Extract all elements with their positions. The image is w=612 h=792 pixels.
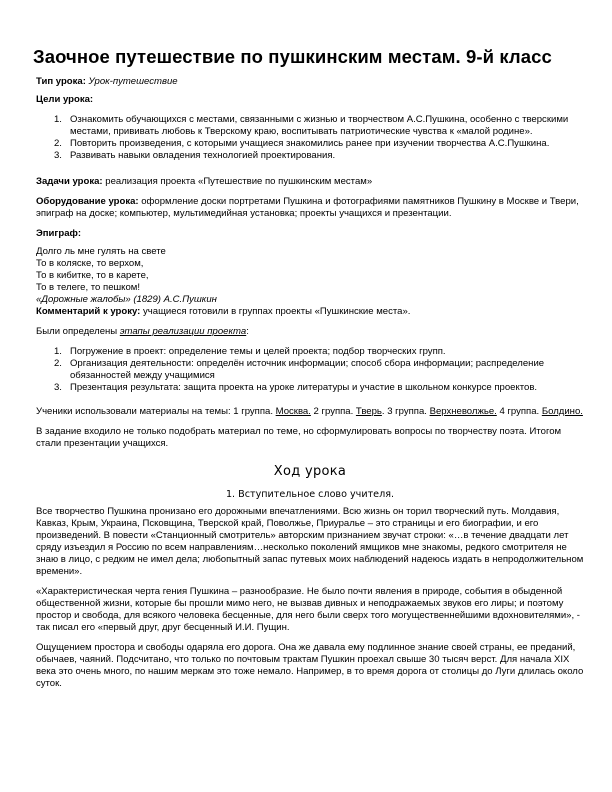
list-item: 3. Презентация результата: защита проекта на уроке литературы и участие в школьном конкурсе проектов. — [54, 382, 538, 393]
equipment-label: Оборудование урока: — [36, 196, 139, 207]
epigraph-poem — [36, 246, 584, 306]
stage-text: Презентация результата: защита проекта на уроке литературы и участие в школьном конкурсе проектов. — [70, 382, 538, 393]
epigraph-source: «Дорожные жалобы» (1829) А.С.Пушкин — [36, 294, 217, 305]
paragraph: Ощущением простора и свободы одаряла его дорога. Она же давала ему подлинное знание своей страны, ее преданий, обычаев, чаяний. Подсчитано, что только по почтовым трактам Пушкин проехал свыше 30 тысяч верст. Для начала XIX века это очень много, по нашим меркам это тоже немало. Например, в то время дорога от столицы до Луги длилась около суток. — [36, 642, 584, 689]
equipment-value: оформление доски портретами Пушкина и фотографиями памятников Пушкину в Москве и Твери, эпиграф на доске; компьютер, мультимедийная установка; проекты учащихся и презентации. — [36, 196, 579, 219]
materials-text: . 3 группа. — [381, 406, 430, 417]
group-link-moscow[interactable]: Москва. — [275, 406, 311, 417]
list-item: 1. Ознакомить обучающихся с местами, связанными с жизнью и творчеством А.С.Пушкина, особенно с тверскими местами, прививать любовь к Тверскому краю, воспитывать патриотические чувства к «малой родине». — [54, 114, 569, 137]
poem-line: То в кибитке, то в карете, — [36, 270, 149, 281]
paragraph: Все творчество Пушкина пронизано его дорожными впечатлениями. Всю жизнь он торил творческий путь. Молдавия, Кавказ, Крым, Украина, Псковщина, Тверской край, Поволжье, Приуралье – это страницы и его биографии, и его произведений. В повести «Станционный смотритель» авторским признанием звучат строки: «…в течение двадцати лет сряду изъездил я Россию по всем направлениям…несколько поколений ямщиков мне знакомы, редкого смотрителя не знаю в лицо, с редким не имел дела; любопытный запас путевых моих наблюдений надеюсь издать в непродолжительном времени». — [36, 506, 584, 577]
group-link-tver[interactable]: Тверь — [355, 406, 382, 417]
goals-list — [36, 114, 584, 162]
materials — [36, 406, 584, 418]
list-item: 3. Развивать навыки овладения технологией проектирования. — [54, 150, 336, 161]
group-link-boldino[interactable]: Болдино. — [541, 406, 583, 417]
comment — [36, 306, 584, 318]
stage-text: Организация деятельности: определён источник информации; способ сбора информации; распределение обязанностей между учащимися — [70, 358, 545, 381]
comment-label: Комментарий к уроку: — [36, 306, 141, 317]
poem-line: То в коляске, то верхом, — [36, 258, 144, 269]
list-item: 2. Повторить произведения, с которыми учащиеся знакомились ранее при изучении творчества А.С.Пушкина. — [54, 138, 550, 149]
page-title: Заочное путешествие по пушкинским местам. 9-й класс — [33, 46, 552, 67]
goals-heading — [36, 94, 584, 106]
stages-list — [36, 346, 584, 394]
tasks-label: Задачи урока: — [36, 176, 103, 187]
lesson-heading: Ход урока — [273, 464, 347, 479]
stages-intro — [36, 326, 584, 338]
goal-text: Развивать навыки овладения технологией проектирования. — [70, 150, 336, 161]
stages-intro-colon: : — [246, 326, 249, 337]
list-item: 1. Погружение в проект: определение темы и целей проекта; подбор творческих групп. — [54, 346, 446, 357]
stage-text: Погружение в проект: определение темы и целей проекта; подбор творческих групп. — [70, 346, 446, 357]
group-link-verkhnevolzhye[interactable]: Верхневолжье. — [429, 406, 497, 417]
materials-text: Ученики использовали материалы на темы: 1 группа. — [36, 406, 276, 417]
goals-label: Цели урока: — [36, 94, 94, 105]
task-note: В задание входило не только подобрать материал по теме, но сформулировать вопросы по творчеству поэта. Итогом стали презентации учащихся. — [36, 426, 562, 449]
stages-intro-text: Были определены — [36, 326, 120, 337]
epigraph-heading — [36, 228, 584, 240]
list-item: 2. Организация деятельности: определён источник информации; способ сбора информации; распределение обязанностей между учащимися — [54, 358, 545, 381]
poem-line: То в телеге, то пешком! — [36, 282, 140, 293]
paragraph: «Характеристическая черта гения Пушкина – разнообразие. Не было почти явления в природе, события в обыденной общественной жизни, которые бы прошли мимо него, не вызвав дивных и неподражаемых звуков его лиры; и поэтому простор и свобода, для всякого человека бесценные, для него были сверх того могущественнейшими вдохновителями», - так писал его «первый друг, друг бесценный И.И. Пущин. — [36, 586, 580, 633]
materials-text: 4 группа. — [496, 406, 542, 417]
goal-text: Ознакомить обучающихся с местами, связанными с жизнью и творчеством А.С.Пушкина, особенно с тверскими местами, прививать любовь к Тверскому краю, воспитывать патриотические чувства к «малой родине». — [70, 114, 569, 137]
comment-value: учащиеся готовили в группах проекты «Пушкинские места». — [140, 306, 411, 317]
lesson-type — [36, 76, 584, 88]
lesson-type-value: Урок-путешествие — [88, 76, 178, 87]
tasks-value: реализация проекта «Путешествие по пушкинским местам» — [102, 176, 373, 187]
equipment — [36, 196, 584, 220]
section-heading: 1. Вступительное слово учителя. — [225, 489, 395, 500]
goal-text: Повторить произведения, с которыми учащиеся знакомились ранее при изучении творчества А.С.Пушкина. — [70, 138, 550, 149]
poem-line: Долго ль мне гулять на свете — [36, 246, 166, 257]
lesson-type-label: Тип урока: — [36, 76, 86, 87]
document-body — [36, 76, 584, 690]
epigraph-label: Эпиграф: — [36, 228, 82, 239]
stages-link[interactable]: этапы реализации проекта — [119, 326, 247, 337]
tasks — [36, 176, 584, 188]
materials-text: 2 группа. — [310, 406, 356, 417]
